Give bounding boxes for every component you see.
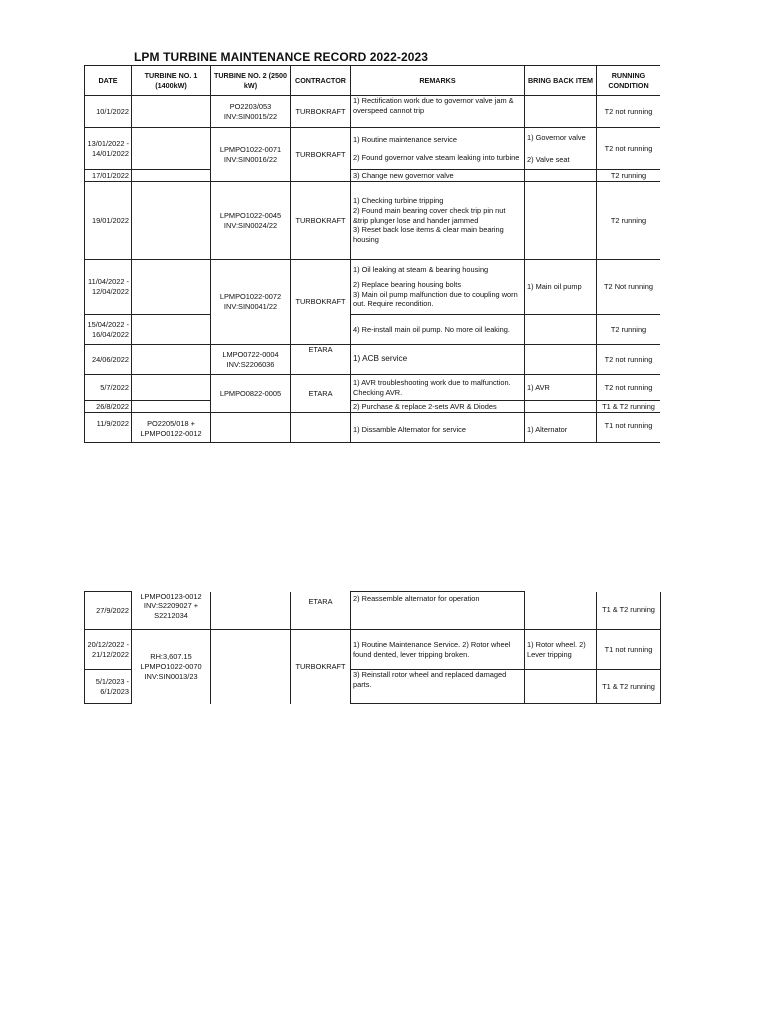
contractor-cell: TURBOKRAFT xyxy=(291,96,351,128)
table-row xyxy=(85,401,661,413)
bring-back-cell: 1) Alternator xyxy=(525,413,597,443)
turbine-1-cell xyxy=(132,401,211,413)
bring-back-cell xyxy=(525,96,597,128)
remarks-cell: 1) Rectification work due to governor valve jam & overspeed cannot trip xyxy=(351,96,525,128)
bring-back-cell xyxy=(525,315,597,345)
running-cell: T2 not running xyxy=(597,96,661,128)
turbine-2-cell: LPMPO1022-0072 INV:SIN0041/22 xyxy=(211,260,291,345)
bring-back-cell: 1) Rotor wheel. 2) Lever tripping xyxy=(525,630,597,670)
date-cell: 15/04/2022 - 16/04/2022 xyxy=(85,315,132,345)
running-cell: T2 not running xyxy=(597,345,661,375)
header-turbine-1: TURBINE NO. 1 (1400kW) xyxy=(132,66,211,96)
running-cell: T2 Not running xyxy=(597,260,661,315)
date-cell: 10/1/2022 xyxy=(85,96,132,128)
contractor-cell: ETARA xyxy=(291,345,351,375)
bring-back-cell: 1) Main oil pump xyxy=(525,260,597,315)
table-row xyxy=(85,96,661,128)
running-cell: T1 not running xyxy=(597,630,661,670)
date-cell: 11/9/2022 xyxy=(85,413,132,443)
remarks-line: 2) Replace bearing housing bolts xyxy=(353,279,462,289)
table-row xyxy=(85,182,661,260)
table-row xyxy=(85,170,661,182)
turbine-2-cell xyxy=(211,413,291,443)
bring-back-line: 1) Governor valve xyxy=(527,132,586,142)
turbine-2-cell xyxy=(211,630,291,704)
turbine-2-cell: LPMPO1022-0071 INV:SIN0016/22 xyxy=(211,128,291,182)
maintenance-table-continued xyxy=(84,591,661,704)
date-cell: 17/01/2022 xyxy=(85,170,132,182)
contractor-cell: TURBOKRAFT xyxy=(291,260,351,345)
remarks-cell: 2) Reassemble alternator for operation xyxy=(351,592,525,630)
bring-back-line: 2) Valve seat xyxy=(527,154,570,164)
table-row xyxy=(85,128,661,170)
running-cell: T1 & T2 running xyxy=(597,592,661,630)
remarks-line: 3) Main oil pump malfunction due to coupling worn out. Require recondition. xyxy=(353,289,518,309)
table-row xyxy=(85,592,661,630)
header-remarks: REMARKS xyxy=(351,66,525,96)
running-cell: T2 not running xyxy=(597,375,661,401)
header-bring-back-item: BRING BACK ITEM xyxy=(525,66,597,96)
remarks-line: 1) Routine maintenance service xyxy=(353,134,457,144)
table-row xyxy=(85,260,661,315)
date-cell: 13/01/2022 - 14/01/2022 xyxy=(85,128,132,170)
remarks-cell: 1) Routine Maintenance Service. 2) Rotor wheel found dented, lever tripping broken. xyxy=(351,630,525,670)
table-row xyxy=(85,630,661,670)
page-title: LPM TURBINE MAINTENANCE RECORD 2022-2023 xyxy=(134,50,429,64)
turbine-2-cell: LMPO0722-0004 INV:S2206036 xyxy=(211,345,291,375)
turbine-1-cell xyxy=(132,375,211,401)
turbine-1-cell: LPMPO0123-0012 INV:S2209027 + S2212034 xyxy=(132,592,211,630)
table-top-section xyxy=(84,65,660,453)
turbine-1-cell xyxy=(132,260,211,315)
bring-back-cell xyxy=(525,170,597,182)
header-date: DATE xyxy=(85,66,132,96)
remarks-line: 1) Oil leaking at steam & bearing housing xyxy=(353,265,489,275)
running-cell: T2 running xyxy=(597,170,661,182)
date-cell: 26/8/2022 xyxy=(85,401,132,413)
contractor-cell: ETARA xyxy=(291,375,351,413)
bring-back-cell xyxy=(525,592,597,630)
table-row xyxy=(85,345,661,375)
header-running-condition: RUNNING CONDITION xyxy=(597,66,661,96)
turbine-1-cell xyxy=(132,413,211,443)
date-cell: 5/7/2022 xyxy=(85,375,132,401)
date-cell: 5/1/2023 - 6/1/2023 xyxy=(85,670,132,704)
bring-back-cell xyxy=(525,345,597,375)
bring-back-cell xyxy=(525,128,597,170)
header-contractor: CONTRACTOR xyxy=(291,66,351,96)
running-cell: T2 running xyxy=(597,182,661,260)
remarks-line: 2) Found main bearing cover check trip pin nut &trip plunger lose and hander jammed xyxy=(353,206,506,225)
remarks-cell: 2) Purchase & replace 2-sets AVR & Diodes xyxy=(351,401,525,413)
running-cell: T1 & T2 running xyxy=(597,670,661,704)
remarks-cell: 4) Re-install main oil pump. No more oil leaking. xyxy=(351,315,525,345)
turbine-1-cell xyxy=(132,345,211,375)
turbine-1-line-cut: LPMPO0122-0012 xyxy=(140,428,202,438)
date-cell: 24/06/2022 xyxy=(85,345,132,375)
turbine-2-cell: LPMPO0822-0005 xyxy=(211,375,291,413)
turbine-1-line: PO2205/018 + xyxy=(147,419,195,428)
remarks-cell: 1) AVR troubleshooting work due to malfunction. Checking AVR. xyxy=(351,375,525,401)
turbine-2-cell xyxy=(211,592,291,630)
table-row xyxy=(85,413,661,443)
bring-back-cell xyxy=(525,182,597,260)
contractor-cell: TURBOKRAFT xyxy=(291,128,351,182)
remarks-cell: 3) Change new governor valve xyxy=(351,170,525,182)
bring-back-cell xyxy=(525,670,597,704)
remarks-cell: 3) Reinstall rotor wheel and replaced damaged parts. xyxy=(351,670,525,704)
contractor-cell: TURBOKRAFT xyxy=(291,630,351,704)
remarks-cell: 1) Dissamble Alternator for service xyxy=(351,413,525,443)
running-cell: T1 & T2 running xyxy=(597,401,661,413)
turbine-1-cell xyxy=(132,315,211,345)
bring-back-cell xyxy=(525,401,597,413)
contractor-cell: TURBOKRAFT xyxy=(291,182,351,260)
turbine-1-cell: RH:3,607.15 LPMPO1022-0070 INV:SIN0013/23 xyxy=(132,630,211,704)
remarks-cell: 1) ACB service xyxy=(351,345,525,375)
remarks-line: 2) Found governor valve steam leaking into turbine xyxy=(353,152,520,162)
table-row xyxy=(85,375,661,401)
remarks-line: 1) Checking turbine tripping xyxy=(353,196,444,206)
turbine-2-cell: LPMPO1022-0045 INV:SIN0024/22 xyxy=(211,182,291,260)
maintenance-table xyxy=(84,65,660,443)
remarks-cell xyxy=(351,260,525,315)
date-cell: 11/04/2022 - 12/04/2022 xyxy=(85,260,132,315)
date-cell: 19/01/2022 xyxy=(85,182,132,260)
table-row xyxy=(85,315,661,345)
running-cell: T2 running xyxy=(597,315,661,345)
turbine-2-cell: PO2203/053 INV:SIN0015/22 xyxy=(211,96,291,128)
date-cell: 27/9/2022 xyxy=(85,592,132,630)
turbine-1-cell xyxy=(132,170,211,182)
remarks-line: 3) Reset back lose items & clear main bearing housing xyxy=(353,225,504,244)
contractor-cell: ETARA xyxy=(291,592,351,630)
table-header-row xyxy=(85,66,661,96)
running-cell: T2 not running xyxy=(597,128,661,170)
date-cell: 20/12/2022 - 21/12/2022 xyxy=(85,630,132,670)
turbine-1-cell xyxy=(132,128,211,170)
bring-back-cell: 1) AVR xyxy=(525,375,597,401)
remarks-cell xyxy=(351,182,525,260)
turbine-1-cell xyxy=(132,182,211,260)
header-turbine-2: TURBINE NO. 2 (2500 kW) xyxy=(211,66,291,96)
remarks-cell xyxy=(351,128,525,170)
running-cell: T1 not running xyxy=(597,413,661,443)
turbine-1-cell xyxy=(132,96,211,128)
contractor-cell xyxy=(291,413,351,443)
